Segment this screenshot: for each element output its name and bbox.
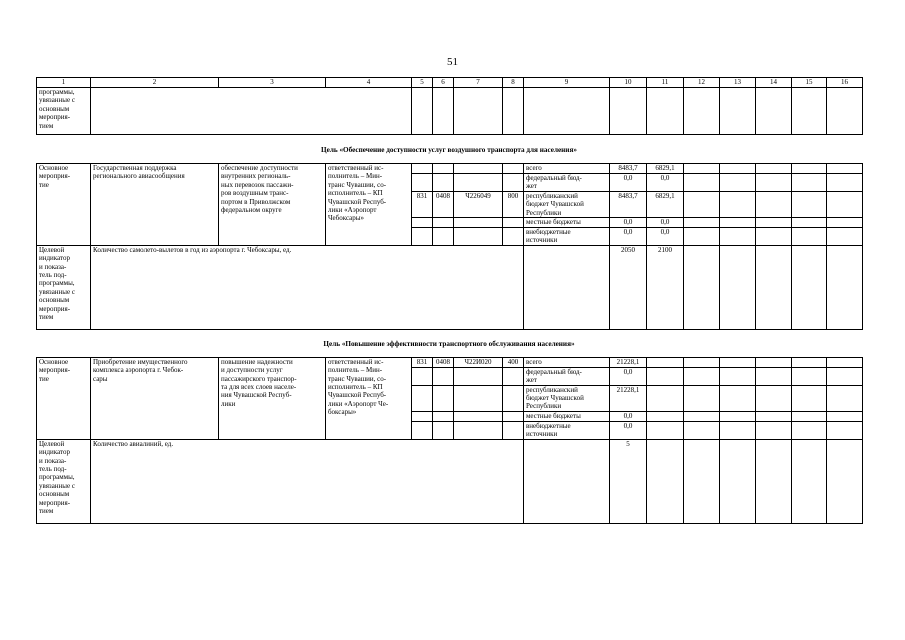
table-cell	[720, 191, 756, 217]
text-line: внебюджетные	[526, 228, 571, 237]
text-line: регионального авиасообщения	[93, 172, 185, 181]
text-line: и доступности услуг	[221, 366, 283, 375]
table-cell	[433, 174, 454, 192]
goal2-funding-source	[524, 411, 610, 421]
table-cell	[454, 385, 503, 411]
table-cell	[433, 385, 454, 411]
text-line: ответственный ис-	[328, 357, 384, 366]
goal2-indicator-col11	[647, 439, 684, 523]
goal1-measure-type	[37, 164, 91, 246]
text-line: Основное	[39, 164, 69, 172]
table-cell	[433, 164, 454, 174]
table-cell	[503, 228, 524, 246]
goal1-value-col10: 8483,7	[610, 191, 647, 217]
table-cell	[503, 385, 524, 411]
table-cell	[827, 411, 863, 421]
text-line: ния Чувашской Респуб-	[221, 391, 292, 400]
table-cell	[524, 245, 610, 329]
table-cell	[792, 411, 827, 421]
goal1-table	[36, 163, 863, 330]
goal2-indicator-label	[37, 439, 91, 523]
table-cell	[756, 228, 792, 246]
table-cell	[827, 245, 863, 329]
table-cell	[756, 421, 792, 439]
text-line: всего	[526, 164, 542, 172]
goal2-value-col10: 0,0	[610, 421, 647, 439]
text-line: источники	[526, 430, 558, 439]
page-number: 51	[447, 56, 458, 68]
table-cell	[412, 421, 433, 439]
goal1-measure-goal	[219, 164, 326, 246]
table-cell	[412, 218, 433, 228]
goal2-value-col11	[647, 357, 684, 367]
text-line: программы,	[39, 88, 75, 96]
table-cell	[720, 385, 756, 411]
table-cell	[412, 88, 433, 135]
goal2-table	[36, 357, 863, 524]
table-cell	[792, 421, 827, 439]
text-line: бюджет Чувашской	[526, 394, 584, 403]
text-line: Чебоксары»	[328, 214, 364, 223]
table-cell	[454, 228, 503, 246]
text-line: источники	[526, 236, 558, 245]
text-line: федеральный бюд-	[526, 174, 582, 182]
text-line: полнитель – Мин-	[328, 366, 383, 375]
text-line: местные бюджеты	[526, 411, 581, 420]
text-line: лики «Аэропорт	[328, 206, 377, 215]
text-line: местные бюджеты	[526, 218, 581, 227]
goal2-funding-source	[524, 421, 610, 439]
table-cell	[412, 174, 433, 192]
table-cell	[433, 411, 454, 421]
goal1-funding-source	[524, 164, 610, 174]
table-cell	[503, 88, 524, 135]
goal2-title: Цель «Повышение эффективности транспортного обслуживания населения»	[323, 339, 575, 348]
text-line: та для всех слоев населе-	[221, 383, 297, 392]
text-line: республиканский	[526, 385, 578, 394]
text-line: боксары»	[328, 408, 357, 417]
goal2-vr-code: 400	[503, 357, 524, 367]
goal2-funding-row	[37, 357, 863, 367]
text-line: программы,	[39, 279, 75, 288]
text-line: тием	[39, 121, 54, 130]
table-cell	[720, 367, 756, 385]
table-cell	[454, 421, 503, 439]
table-cell	[433, 421, 454, 439]
text-line: тием	[39, 313, 54, 322]
table-cell	[503, 218, 524, 228]
goal1-value-col10: 0,0	[610, 228, 647, 246]
program-table-sheet	[36, 77, 862, 524]
table-cell	[827, 191, 863, 217]
text-line: жет	[526, 182, 537, 191]
table-cell	[720, 228, 756, 246]
goal1-value-col10: 8483,7	[610, 164, 647, 174]
table-cell	[792, 191, 827, 217]
table-cell	[684, 88, 720, 135]
text-line: ответственный ис-	[328, 164, 384, 172]
goal2-value-col10: 21228,1	[610, 385, 647, 411]
goal1-value-col11: 0,0	[647, 174, 684, 192]
text-line: комплекса аэропорта г. Чебок-	[93, 366, 184, 375]
header-table	[36, 77, 863, 135]
goal1-indicator-row	[37, 245, 863, 329]
text-line: внутренних региональ-	[221, 172, 291, 181]
table-cell	[827, 88, 863, 135]
table-cell	[720, 245, 756, 329]
table-cell	[433, 367, 454, 385]
column-header-4: 4	[326, 78, 412, 88]
goal1-value-col11: 0,0	[647, 228, 684, 246]
goal2-value-col10: 0,0	[610, 367, 647, 385]
table-cell	[503, 164, 524, 174]
text-line: увязанные с	[39, 96, 75, 105]
table-cell	[412, 385, 433, 411]
column-header-2: 2	[91, 78, 219, 88]
text-line: основным	[39, 490, 70, 499]
goal2-measure-name	[91, 357, 219, 439]
text-line: лики «Аэропорт Че-	[328, 399, 389, 408]
table-cell	[684, 218, 720, 228]
goal2-funding-source	[524, 367, 610, 385]
text-line: ных перевозок пассажи-	[221, 180, 294, 189]
column-header-14: 14	[756, 78, 792, 88]
table-cell	[756, 367, 792, 385]
goal1-title: Цель «Обеспечение доступности услуг воздушного транспорта для населения»	[321, 146, 577, 154]
text-line: федеральном округе	[221, 206, 282, 215]
table-cell	[684, 421, 720, 439]
text-line: тель под-	[39, 464, 67, 473]
goal1-csr-code: Ч226049	[454, 191, 503, 217]
text-line: тием	[39, 506, 54, 515]
text-line: основным	[39, 296, 70, 305]
goal1-value-col11: 0,0	[647, 218, 684, 228]
text-line: мероприя-	[39, 172, 71, 181]
goal1-measure-name	[91, 164, 219, 246]
table-cell	[792, 385, 827, 411]
goal1-indicator-col11: 2100	[647, 245, 684, 329]
text-line: тие	[39, 180, 49, 189]
table-cell	[720, 88, 756, 135]
text-line: повышение надежности	[221, 357, 293, 366]
table-cell	[792, 218, 827, 228]
table-cell	[792, 367, 827, 385]
goal2-value-col10: 0,0	[610, 411, 647, 421]
goal1-funding-source	[524, 191, 610, 217]
text-line: Целевой	[39, 439, 65, 448]
table-cell	[827, 421, 863, 439]
table-cell	[503, 174, 524, 192]
text-line: мероприя-	[39, 113, 71, 122]
text-line: полнитель – Мин-	[328, 172, 383, 181]
table-cell	[454, 218, 503, 228]
goal2-value-col11	[647, 367, 684, 385]
text-line: Государственная поддержка	[93, 164, 177, 172]
column-header-5: 5	[412, 78, 433, 88]
text-line: Чувашской Респуб-	[328, 391, 387, 400]
goal1-funding-source	[524, 228, 610, 246]
table-cell	[684, 228, 720, 246]
table-cell	[720, 218, 756, 228]
table-cell	[524, 439, 610, 523]
column-header-11: 11	[647, 78, 684, 88]
text-line: лики	[221, 399, 236, 408]
column-header-9: 9	[524, 78, 610, 88]
table-cell	[610, 88, 647, 135]
goal1-funding-source	[524, 218, 610, 228]
text-line: Целевой	[39, 245, 65, 254]
text-line: мероприя-	[39, 498, 71, 507]
text-line: Республики	[526, 208, 562, 217]
table-cell	[827, 367, 863, 385]
column-header-8: 8	[503, 78, 524, 88]
text-line: портом в Приволжском	[221, 197, 291, 206]
goal2-measure-type	[37, 357, 91, 439]
goal1-indicator-label	[37, 245, 91, 329]
text-line: ров воздушным транс-	[221, 189, 289, 198]
text-line: увязанные с	[39, 481, 75, 490]
table-cell	[684, 191, 720, 217]
table-cell	[684, 357, 720, 367]
table-cell	[792, 164, 827, 174]
table-cell	[720, 421, 756, 439]
table-cell	[827, 218, 863, 228]
table-cell	[827, 164, 863, 174]
column-header-3: 3	[219, 78, 326, 88]
goal1-funding-row	[37, 164, 863, 174]
table-cell	[684, 245, 720, 329]
text-line: Чувашской Респуб-	[328, 197, 387, 206]
table-cell	[827, 174, 863, 192]
goal2-funding-source	[524, 357, 610, 367]
goal1-grbs-code: 831	[412, 191, 433, 217]
table-cell	[684, 164, 720, 174]
table-cell	[792, 439, 827, 523]
continuation-col1	[37, 88, 91, 135]
column-header-6: 6	[433, 78, 454, 88]
goal1-value-col10: 0,0	[610, 174, 647, 192]
column-header-12: 12	[684, 78, 720, 88]
text-line: и показа-	[39, 262, 67, 271]
column-number-row	[37, 78, 863, 88]
table-cell	[720, 411, 756, 421]
table-cell	[792, 245, 827, 329]
goal2-rzpr-code: 0408	[433, 357, 454, 367]
table-cell	[412, 367, 433, 385]
table-cell	[454, 174, 503, 192]
text-line: тие	[39, 374, 49, 383]
text-line: Основное	[39, 357, 69, 366]
table-cell	[412, 164, 433, 174]
text-line: транс Чувашии, со-	[328, 374, 387, 383]
text-line: Приобретение имущественного	[93, 357, 188, 366]
text-line: всего	[526, 357, 542, 366]
table-cell	[792, 88, 827, 135]
text-line: программы,	[39, 473, 75, 482]
goal2-value-col11	[647, 385, 684, 411]
text-line: мероприя-	[39, 304, 71, 313]
table-cell	[756, 174, 792, 192]
goal2-grbs-code: 831	[412, 357, 433, 367]
table-cell	[720, 439, 756, 523]
goal1-value-col11: 6829,1	[647, 164, 684, 174]
table-cell	[756, 191, 792, 217]
text-line: индикатор	[39, 254, 70, 263]
column-header-7: 7	[454, 78, 503, 88]
table-cell	[827, 357, 863, 367]
text-line: транс Чувашии, со-	[328, 180, 387, 189]
table-cell	[720, 174, 756, 192]
table-cell	[720, 357, 756, 367]
text-line: обеспечение доступности	[221, 164, 298, 172]
goal1-indicator-col10: 2050	[610, 245, 647, 329]
table-cell	[756, 245, 792, 329]
table-cell	[827, 385, 863, 411]
table-cell	[433, 218, 454, 228]
table-cell	[412, 411, 433, 421]
text-line: и показа-	[39, 456, 67, 465]
table-cell	[827, 228, 863, 246]
continuation-desc	[91, 88, 412, 135]
column-header-13: 13	[720, 78, 756, 88]
table-cell	[524, 88, 610, 135]
goal1-indicator-text: Количество самолето-вылетов в год из аэропорта г. Чебоксары, ед.	[91, 245, 524, 329]
goal1-rzpr-code: 0408	[433, 191, 454, 217]
table-cell	[454, 88, 503, 135]
text-line: Республики	[526, 402, 562, 411]
text-line: федеральный бюд-	[526, 367, 582, 376]
goal2-measure-goal	[219, 357, 326, 439]
table-cell	[454, 367, 503, 385]
goal2-indicator-col10: 5	[610, 439, 647, 523]
table-cell	[503, 367, 524, 385]
goal1-measure-executor	[326, 164, 412, 246]
table-cell	[684, 367, 720, 385]
table-cell	[412, 228, 433, 246]
table-cell	[503, 421, 524, 439]
goal2-funding-source	[524, 385, 610, 411]
text-line: бюджет Чувашской	[526, 200, 584, 209]
column-header-1: 1	[37, 78, 91, 88]
text-line: тель под-	[39, 271, 67, 280]
goal2-measure-executor	[326, 357, 412, 439]
text-line: исполнитель – КП	[328, 189, 383, 198]
table-cell	[756, 88, 792, 135]
table-cell	[684, 174, 720, 192]
table-cell	[756, 357, 792, 367]
table-cell	[756, 411, 792, 421]
table-cell	[454, 411, 503, 421]
table-cell	[792, 228, 827, 246]
goal1-funding-source	[524, 174, 610, 192]
text-line: жет	[526, 376, 537, 385]
table-cell	[756, 164, 792, 174]
table-cell	[647, 88, 684, 135]
table-cell	[827, 439, 863, 523]
text-line: внебюджетные	[526, 421, 571, 430]
column-header-16: 16	[827, 78, 863, 88]
text-line: увязанные с	[39, 287, 75, 296]
column-header-10: 10	[610, 78, 647, 88]
text-line: пассажирского транспор-	[221, 374, 297, 383]
table-cell	[792, 174, 827, 192]
text-line: основным	[39, 104, 70, 113]
table-cell	[684, 385, 720, 411]
table-cell	[503, 411, 524, 421]
text-line: сары	[93, 374, 108, 383]
table-cell	[756, 439, 792, 523]
goal2-indicator-row	[37, 439, 863, 523]
table-cell	[756, 385, 792, 411]
goal2-value-col11	[647, 411, 684, 421]
table-cell	[433, 228, 454, 246]
table-cell	[684, 439, 720, 523]
goal1-value-col10: 0,0	[610, 218, 647, 228]
continuation-row	[37, 88, 863, 135]
table-cell	[792, 357, 827, 367]
goal2-value-col11	[647, 421, 684, 439]
goal2-indicator-text: Количество авиалиний, ед.	[91, 439, 524, 523]
text-line: республиканский	[526, 191, 578, 200]
table-cell	[756, 218, 792, 228]
goal2-csr-code: Ч22И020	[454, 357, 503, 367]
text-line: индикатор	[39, 448, 70, 457]
table-cell	[433, 88, 454, 135]
goal1-value-col11: 6829,1	[647, 191, 684, 217]
table-cell	[684, 411, 720, 421]
column-header-15: 15	[792, 78, 827, 88]
table-cell	[720, 164, 756, 174]
goal2-value-col10: 21228,1	[610, 357, 647, 367]
text-line: исполнитель – КП	[328, 383, 383, 392]
table-cell	[454, 164, 503, 174]
text-line: мероприя-	[39, 366, 71, 375]
goal1-vr-code: 800	[503, 191, 524, 217]
